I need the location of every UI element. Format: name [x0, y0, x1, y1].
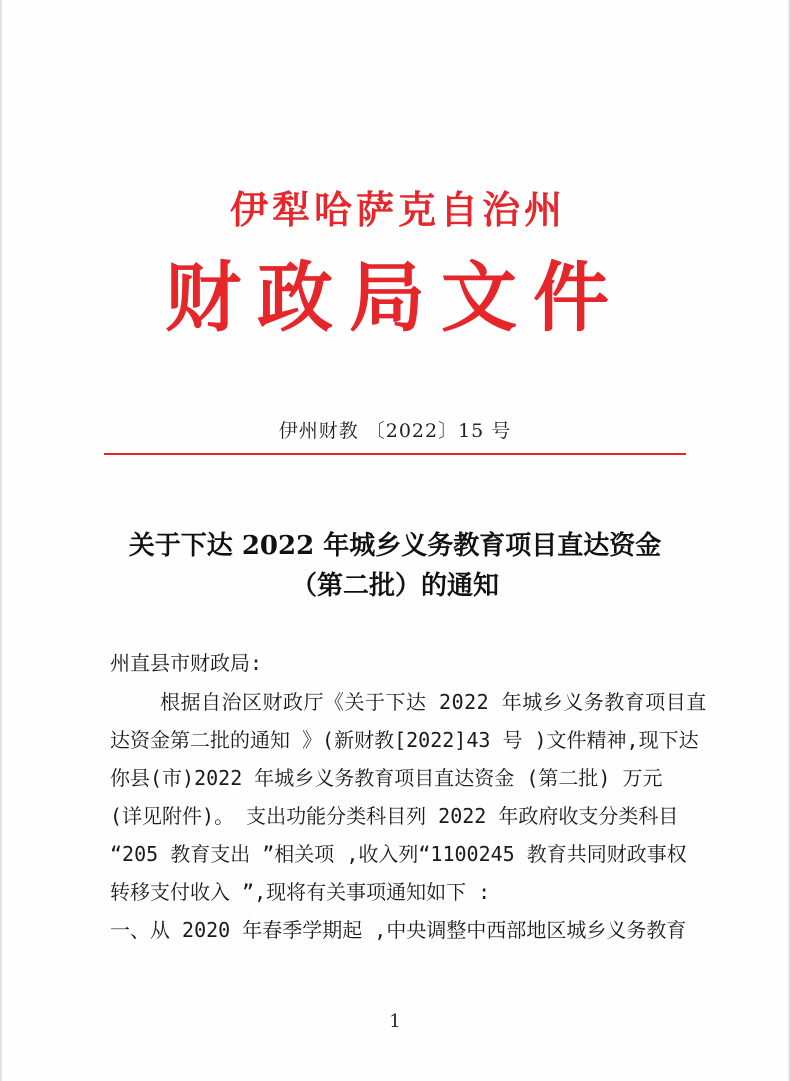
- body-line: 一、从 2020 年春季学期起 ,中央调整中西部地区城乡义务教育: [110, 918, 687, 942]
- scan-edge-left: [0, 0, 3, 1081]
- body-line: 你县(市)2022 年城乡义务教育项目直达资金 (第二批) 万元: [110, 766, 663, 790]
- body-line: 根据自治区财政厅《关于下达 2022 年城乡义务教育项目直: [160, 690, 707, 714]
- body-line: 达资金第二批的通知 》(新财教[2022]43 号 )文件精神,现下达: [110, 728, 699, 752]
- body-line: “205 教育支出 ”相关项 ,收入列“1100245 教育共同财政事权: [110, 842, 687, 866]
- red-divider-line: [104, 453, 686, 455]
- salutation: 州直县市财政局:: [110, 651, 263, 675]
- document-type-heading: 财政局文件: [165, 253, 625, 342]
- body-line: (详见附件)。 支出功能分类科目列 2022 年政府收支分类科目: [110, 804, 679, 828]
- issuing-agency: 伊犁哈萨克自治州: [229, 187, 566, 232]
- page-number: 1: [389, 1011, 401, 1032]
- body-line: 转移支付收入 ”,现将有关事项通知如下 :: [110, 880, 491, 904]
- scan-edge-right: [787, 0, 791, 1081]
- notice-title-line2: （第二批）的通知: [290, 571, 499, 601]
- document-number: 伊州财教 〔2022〕15 号: [278, 420, 512, 442]
- notice-title-line1: 关于下达 2022 年城乡义务教育项目直达资金: [128, 531, 662, 561]
